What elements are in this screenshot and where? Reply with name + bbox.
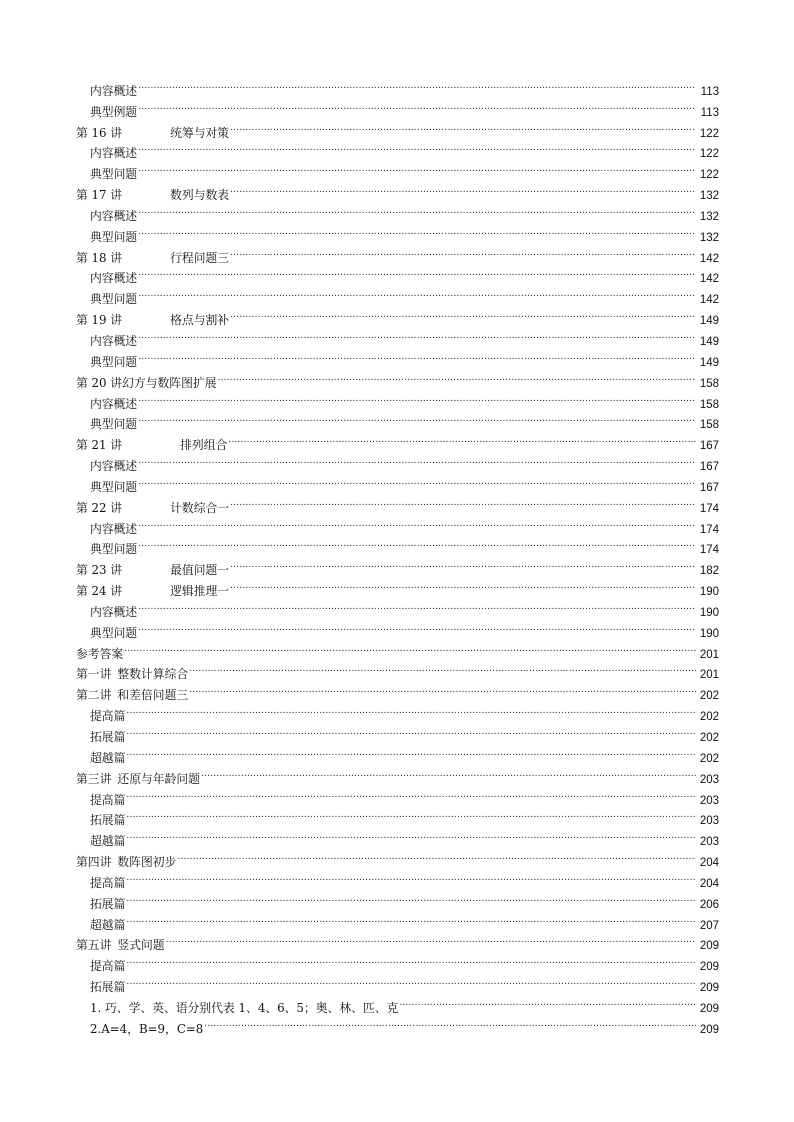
toc-sub-entry[interactable] — [76, 408, 719, 432]
toc-title: 内容概述 — [90, 459, 138, 474]
toc-title: 典型问题 — [90, 625, 138, 640]
toc-page-number: 174 — [699, 544, 719, 557]
toc-dot-leader — [230, 116, 696, 137]
toc-page-number: 204 — [699, 877, 719, 890]
toc-title: 内容概述 — [90, 333, 138, 348]
toc-dot-leader — [126, 783, 696, 804]
toc-sub-entry[interactable] — [76, 282, 719, 307]
toc-title: 典型问题 — [90, 229, 138, 244]
toc-dot-leader — [126, 866, 696, 887]
toc-sub-entry[interactable] — [76, 137, 719, 161]
toc-title: 典型例题 — [90, 104, 138, 119]
toc-title: 排列组合 — [180, 438, 228, 453]
toc-chapter-label: 第 18 讲 — [76, 250, 123, 265]
toc-title: 幻方与数阵图扩展 — [122, 375, 217, 390]
toc-dot-leader — [138, 595, 696, 616]
toc-dot-leader — [138, 199, 696, 220]
toc-page-number: 158 — [699, 377, 719, 390]
toc-chapter-entry[interactable] — [76, 678, 719, 703]
toc-page-number: 202 — [699, 752, 719, 765]
toc-title: 典型问题 — [90, 479, 138, 494]
toc-chapter-label: 第 21 讲 — [76, 438, 123, 453]
toc-sub-entry[interactable] — [76, 449, 719, 474]
toc-chapter-label: 第 23 讲 — [76, 563, 123, 578]
toc-page-number: 132 — [699, 231, 719, 244]
toc-title: 提高篇 — [90, 709, 126, 724]
toc-dot-leader — [189, 658, 696, 679]
toc-page-number: 113 — [700, 85, 719, 98]
toc-sub-entry[interactable] — [76, 970, 719, 995]
toc-page-number: 206 — [699, 898, 719, 911]
toc-dot-leader — [138, 324, 696, 345]
table-of-contents — [76, 74, 719, 1036]
toc-dot-leader — [138, 137, 696, 158]
toc-page-number: 132 — [699, 210, 719, 223]
toc-chapter-label: 第 22 讲 — [76, 500, 123, 515]
toc-dot-leader — [138, 345, 696, 366]
toc-dot-leader — [228, 428, 696, 449]
toc-sub-entry[interactable] — [76, 157, 719, 182]
toc-dot-leader — [124, 637, 696, 658]
toc-chapter-label: 第 24 讲 — [76, 584, 123, 599]
toc-dot-leader — [138, 74, 696, 95]
toc-chapter-label: 第 19 讲 — [76, 313, 123, 328]
toc-dot-leader — [126, 824, 696, 845]
toc-title: 超越篇 — [90, 750, 126, 765]
toc-page-number: 201 — [699, 648, 719, 661]
toc-sub-entry[interactable] — [76, 949, 719, 974]
toc-title: 典型问题 — [90, 542, 138, 557]
toc-page-number: 149 — [699, 356, 719, 369]
toc-dot-leader — [399, 991, 696, 1012]
toc-title: 拓展篇 — [90, 980, 126, 995]
toc-sub-entry[interactable] — [76, 95, 719, 119]
toc-sub-entry[interactable] — [76, 887, 719, 911]
toc-sub-entry[interactable] — [76, 866, 719, 890]
toc-chapter-entry[interactable] — [76, 491, 719, 515]
toc-page-number: 201 — [699, 669, 719, 682]
toc-dot-leader — [138, 616, 696, 637]
toc-page-number: 209 — [699, 940, 719, 953]
toc-title: 内容概述 — [90, 146, 138, 161]
toc-sub-entry[interactable] — [76, 908, 719, 932]
toc-title: 内容概述 — [90, 604, 138, 619]
toc-page-number: 209 — [699, 961, 719, 974]
toc-dot-leader — [230, 178, 696, 199]
toc-dot-leader — [177, 845, 696, 866]
toc-sub-entry[interactable] — [76, 533, 719, 557]
toc-dot-leader — [126, 720, 696, 741]
toc-sub-entry[interactable] — [76, 199, 719, 223]
toc-sub-entry[interactable] — [76, 387, 719, 411]
toc-title: 内容概述 — [90, 83, 138, 98]
toc-dot-leader — [138, 512, 696, 533]
toc-title: 统筹与对策 — [170, 125, 230, 140]
toc-sub-entry[interactable] — [76, 595, 719, 619]
toc-title: 还原与年龄问题 — [117, 771, 200, 786]
toc-title: 内容概述 — [90, 271, 138, 286]
toc-dot-leader — [126, 970, 696, 991]
toc-dot-leader — [138, 387, 696, 408]
toc-title: 典型问题 — [90, 417, 138, 432]
toc-chapter-label: 第五讲 — [76, 938, 112, 953]
toc-sub-entry[interactable] — [76, 616, 719, 640]
toc-sub-entry[interactable] — [76, 699, 719, 724]
toc-page-number: 182 — [699, 565, 719, 578]
toc-dot-leader — [230, 241, 696, 262]
toc-page-number: 209 — [699, 982, 719, 995]
toc-page-number: 132 — [699, 190, 719, 203]
toc-title: 逻辑推理一 — [170, 584, 230, 599]
toc-dot-leader — [230, 303, 696, 324]
toc-title: 计数综合一 — [170, 500, 230, 515]
toc-chapter-entry[interactable] — [76, 658, 719, 682]
toc-page-number: 113 — [700, 106, 719, 119]
toc-page-number: 167 — [699, 440, 719, 453]
toc-dot-leader — [230, 553, 696, 574]
toc-dot-leader — [204, 1012, 696, 1033]
toc-page-number: 190 — [699, 627, 719, 640]
toc-sub-entry[interactable] — [76, 783, 719, 807]
toc-page-number: 203 — [699, 794, 719, 807]
toc-title: 数阵图初步 — [117, 855, 177, 870]
toc-dot-leader — [138, 282, 696, 303]
toc-page-number: 167 — [699, 461, 719, 474]
toc-chapter-entry[interactable] — [76, 241, 719, 265]
toc-page-number: 149 — [699, 315, 719, 328]
toc-title: 数列与数表 — [170, 188, 230, 203]
toc-sub-entry[interactable] — [76, 741, 719, 765]
toc-dot-leader — [230, 574, 696, 595]
toc-title: 典型问题 — [90, 292, 138, 307]
toc-chapter-entry[interactable] — [76, 116, 719, 140]
toc-page-number: 204 — [699, 857, 719, 870]
toc-sub-entry[interactable] — [76, 345, 719, 369]
toc-sub-entry[interactable] — [76, 720, 719, 744]
toc-dot-leader — [126, 699, 696, 720]
toc-page-number: 203 — [699, 815, 719, 828]
toc-page-number: 203 — [699, 836, 719, 849]
toc-title: 拓展篇 — [90, 896, 126, 911]
toc-title: 内容概述 — [90, 521, 138, 536]
toc-dot-leader — [189, 678, 696, 699]
toc-title: 整数计算综合 — [117, 667, 189, 682]
toc-title: 格点与割补 — [170, 313, 230, 328]
toc-dot-leader — [126, 887, 696, 908]
toc-sub-entry[interactable] — [76, 324, 719, 348]
toc-chapter-label: 第三讲 — [76, 771, 112, 786]
toc-title: 超越篇 — [90, 917, 126, 932]
toc-sub-entry[interactable] — [76, 470, 719, 494]
toc-title: 参考答案 — [76, 646, 124, 661]
toc-page-number: 202 — [699, 711, 719, 724]
toc-page-number: 174 — [699, 523, 719, 536]
toc-title: 2.A=4，B=9，C=8 — [90, 1021, 204, 1036]
toc-dot-leader — [201, 762, 696, 783]
toc-sub-entry[interactable] — [76, 220, 719, 244]
toc-chapter-entry[interactable] — [76, 762, 719, 786]
toc-page-number: 190 — [699, 586, 719, 599]
toc-title: 1. 巧、学、英、语分别代表 1、4、6、5；奥、林、匹、克 — [90, 1000, 399, 1015]
toc-sub-entry[interactable] — [76, 804, 719, 828]
toc-chapter-entry[interactable] — [76, 366, 719, 390]
toc-title: 行程问题三 — [170, 250, 230, 265]
toc-title: 提高篇 — [90, 959, 126, 974]
toc-dot-leader — [218, 366, 697, 387]
toc-page-number: 142 — [699, 252, 719, 265]
toc-chapter-entry[interactable] — [76, 929, 719, 953]
toc-page-number: 167 — [699, 481, 719, 494]
toc-page-number: 122 — [699, 169, 719, 182]
toc-dot-leader — [126, 741, 696, 762]
toc-sub-entry[interactable] — [76, 74, 719, 98]
toc-title: 拓展篇 — [90, 813, 126, 828]
toc-chapter-entry[interactable] — [76, 574, 719, 599]
toc-dot-leader — [138, 220, 696, 241]
toc-dot-leader — [138, 408, 696, 429]
toc-page-number: 202 — [699, 690, 719, 703]
toc-page-number: 203 — [699, 773, 719, 786]
toc-title: 超越篇 — [90, 834, 126, 849]
toc-chapter-entry[interactable] — [76, 303, 719, 328]
toc-page-number: 202 — [699, 732, 719, 744]
toc-chapter-label: 第四讲 — [76, 855, 112, 870]
toc-dot-leader — [126, 908, 696, 929]
toc-chapter-entry[interactable] — [76, 178, 719, 203]
toc-sub-entry[interactable] — [76, 824, 719, 849]
toc-page-number: 158 — [699, 419, 719, 432]
toc-title: 内容概述 — [90, 396, 138, 411]
toc-page-number: 122 — [699, 127, 719, 140]
toc-sub-entry[interactable] — [76, 991, 719, 1015]
toc-dot-leader — [138, 157, 696, 178]
toc-chapter-entry[interactable] — [76, 845, 719, 870]
toc-dot-leader — [138, 533, 696, 554]
toc-dot-leader — [138, 262, 696, 283]
toc-dot-leader — [126, 804, 696, 825]
toc-page-number: 209 — [699, 1002, 719, 1015]
toc-page-number: 142 — [699, 294, 719, 307]
toc-chapter-label: 第一讲 — [76, 667, 112, 682]
toc-page-number: 122 — [699, 148, 719, 161]
toc-title: 内容概述 — [90, 208, 138, 223]
toc-dot-leader — [126, 949, 696, 970]
toc-sub-entry[interactable] — [76, 512, 719, 536]
toc-page-number: 158 — [699, 398, 719, 411]
toc-page-number: 209 — [699, 1023, 719, 1036]
toc-chapter-label: 第 17 讲 — [76, 188, 123, 203]
toc-chapter-entry[interactable] — [76, 637, 719, 661]
toc-title: 拓展篇 — [90, 730, 126, 744]
toc-title: 竖式问题 — [117, 938, 165, 953]
toc-dot-leader — [166, 929, 696, 950]
toc-title: 和差倍问题三 — [117, 688, 189, 703]
toc-sub-entry[interactable] — [76, 1012, 719, 1036]
toc-chapter-label: 第 16 讲 — [76, 125, 123, 140]
toc-title: 提高篇 — [90, 792, 126, 807]
toc-title: 典型问题 — [90, 167, 138, 182]
toc-chapter-entry[interactable] — [76, 553, 719, 578]
toc-title: 提高篇 — [90, 875, 126, 890]
toc-page-number: 190 — [699, 606, 719, 619]
toc-page-number: 174 — [699, 502, 719, 515]
toc-title: 最值问题一 — [170, 563, 230, 578]
toc-chapter-entry[interactable] — [76, 428, 719, 453]
toc-dot-leader — [138, 470, 696, 491]
toc-chapter-label: 第二讲 — [76, 688, 112, 703]
toc-page-number: 207 — [699, 919, 719, 932]
toc-page-number: 142 — [699, 273, 719, 286]
toc-dot-leader — [138, 449, 696, 470]
toc-dot-leader — [138, 95, 696, 116]
toc-page-number: 149 — [699, 335, 719, 348]
toc-title: 典型问题 — [90, 354, 138, 369]
toc-dot-leader — [230, 491, 696, 512]
toc-sub-entry[interactable] — [76, 262, 719, 286]
toc-chapter-label: 第 20 讲 — [76, 375, 123, 390]
